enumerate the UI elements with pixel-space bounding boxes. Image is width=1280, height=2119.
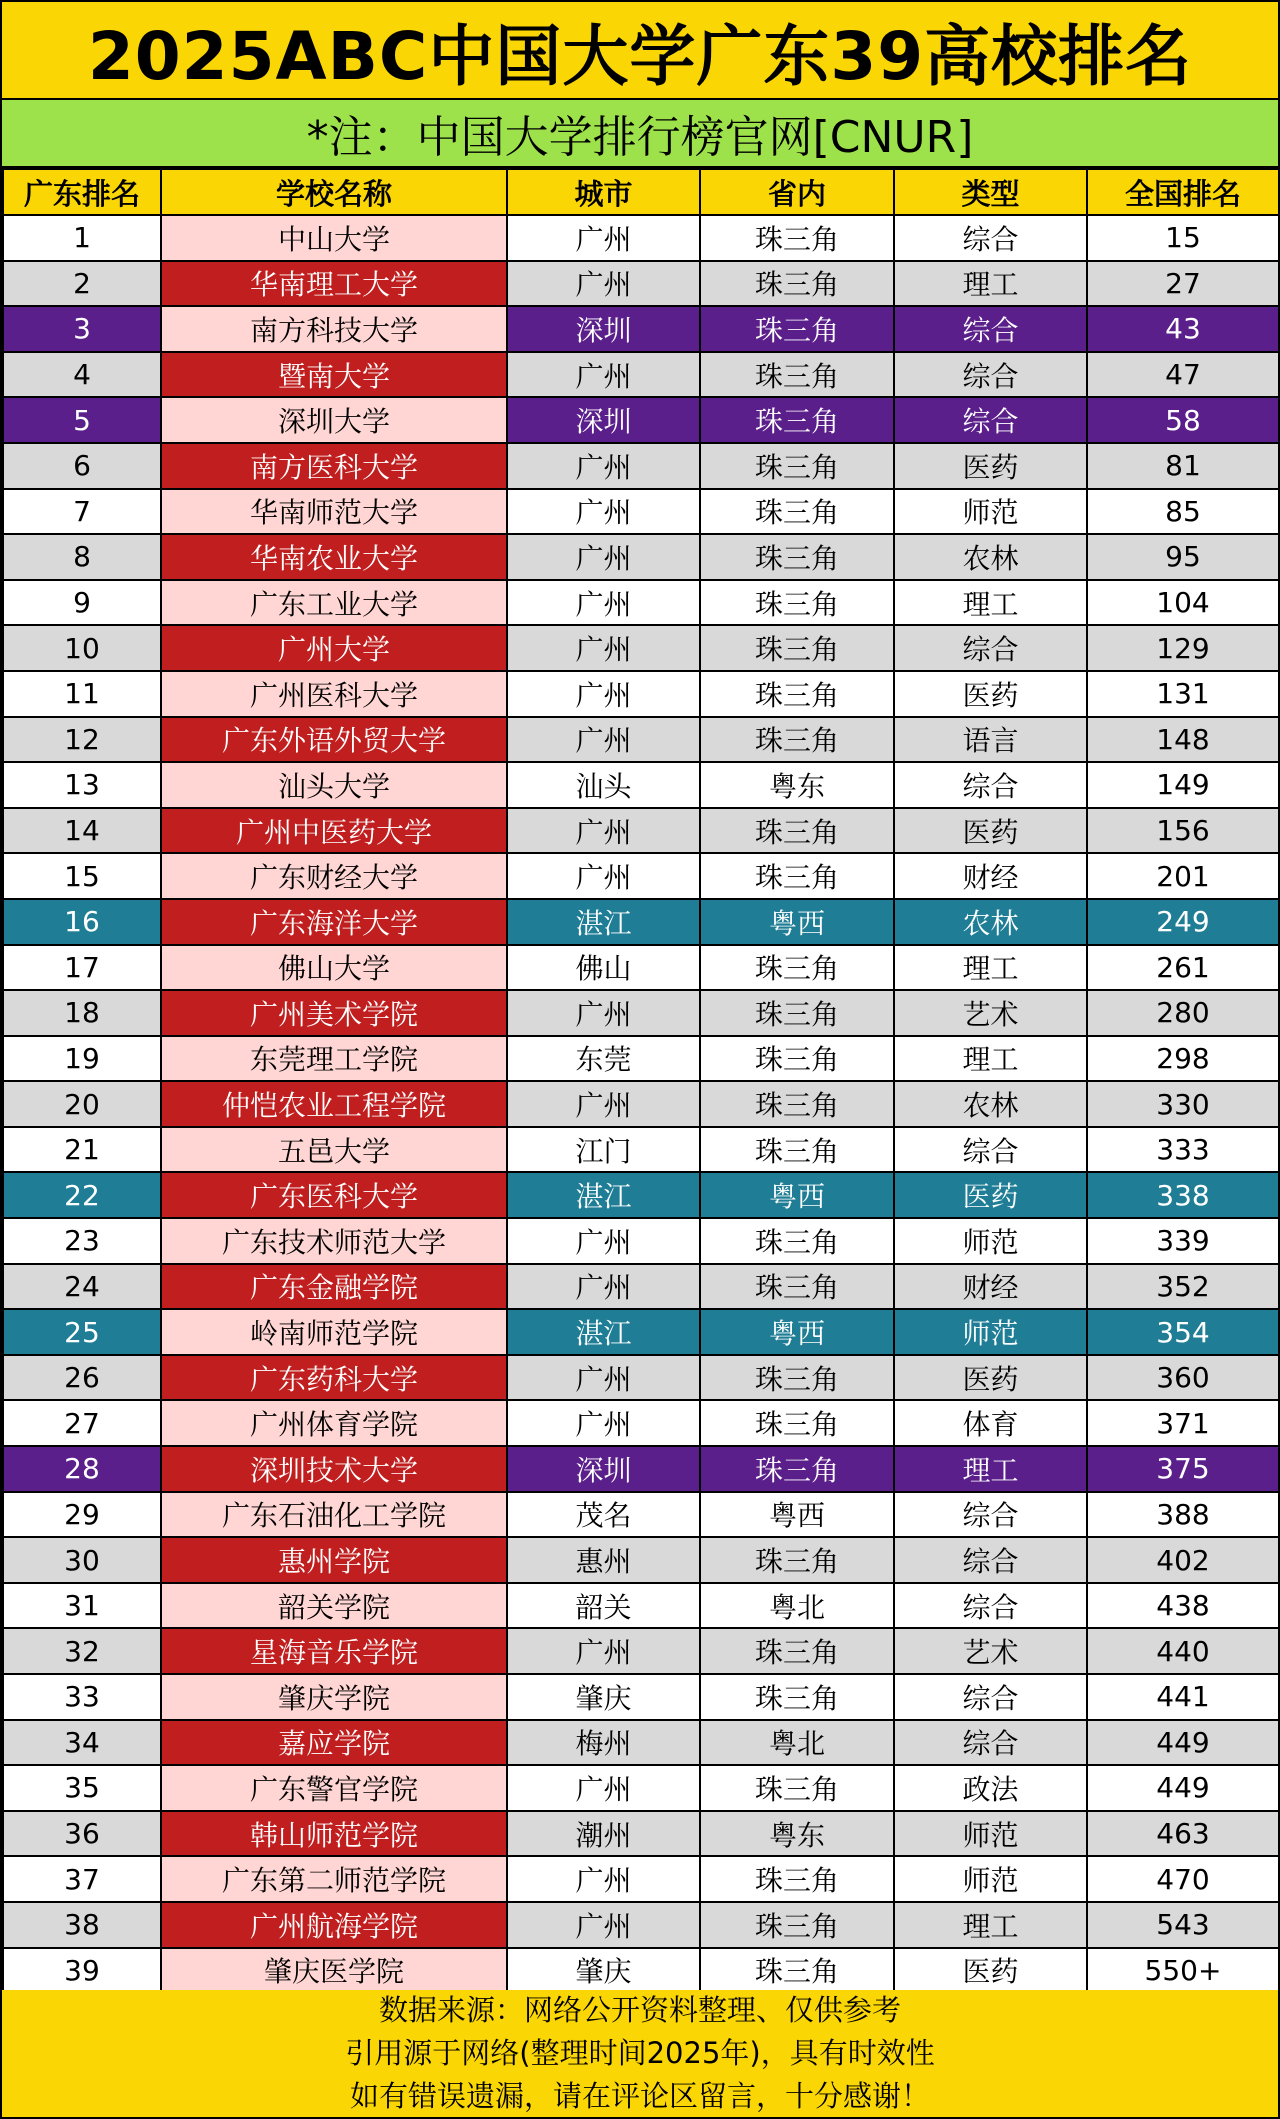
- table-row: [3, 261, 1279, 307]
- city-cell: 江门: [507, 1127, 700, 1173]
- city-cell: 深圳: [507, 397, 700, 443]
- footer: [2, 1990, 1278, 2117]
- table-row: [3, 1309, 1279, 1355]
- type-cell: 综合: [894, 762, 1087, 808]
- column-header-region: 省内: [700, 169, 894, 215]
- city-cell: 佛山: [507, 945, 700, 991]
- gd-rank-cell: 5: [3, 397, 161, 443]
- city-cell: 广州: [507, 580, 700, 626]
- region-cell: 珠三角: [700, 215, 894, 261]
- region-cell: 珠三角: [700, 945, 894, 991]
- national-rank-cell: 43: [1087, 306, 1279, 352]
- region-cell: 珠三角: [700, 352, 894, 398]
- type-cell: 艺术: [894, 990, 1087, 1036]
- type-cell: 综合: [894, 397, 1087, 443]
- national-rank-cell: 131: [1087, 671, 1279, 717]
- national-rank-cell: 371: [1087, 1400, 1279, 1446]
- table-row: [3, 1492, 1279, 1538]
- national-rank-cell: 330: [1087, 1081, 1279, 1127]
- table-row: [3, 808, 1279, 854]
- city-cell: 梅州: [507, 1720, 700, 1766]
- national-rank-cell: 338: [1087, 1172, 1279, 1218]
- gd-rank-cell: 12: [3, 717, 161, 763]
- table-row: [3, 1628, 1279, 1674]
- gd-rank-cell: 30: [3, 1537, 161, 1583]
- gd-rank-cell: 3: [3, 306, 161, 352]
- gd-rank-cell: 38: [3, 1902, 161, 1948]
- national-rank-cell: 261: [1087, 945, 1279, 991]
- gd-rank-cell: 13: [3, 762, 161, 808]
- gd-rank-cell: 9: [3, 580, 161, 626]
- school-name-cell: 广东技术师范大学: [161, 1218, 507, 1264]
- region-cell: 珠三角: [700, 1674, 894, 1720]
- region-cell: 珠三角: [700, 1400, 894, 1446]
- table-row: [3, 1720, 1279, 1766]
- city-cell: 肇庆: [507, 1948, 700, 1994]
- table-row: [3, 1674, 1279, 1720]
- region-cell: 珠三角: [700, 671, 894, 717]
- table-row: [3, 625, 1279, 671]
- national-rank-cell: 354: [1087, 1309, 1279, 1355]
- city-cell: 广州: [507, 990, 700, 1036]
- national-rank-cell: 402: [1087, 1537, 1279, 1583]
- gd-rank-cell: 25: [3, 1309, 161, 1355]
- city-cell: 广州: [507, 1355, 700, 1401]
- gd-rank-cell: 17: [3, 945, 161, 991]
- city-cell: 湛江: [507, 1172, 700, 1218]
- column-header-school-name: 学校名称: [161, 169, 507, 215]
- type-cell: 理工: [894, 1902, 1087, 1948]
- school-name-cell: 嘉应学院: [161, 1720, 507, 1766]
- column-header-national-rank: 全国排名: [1087, 169, 1279, 215]
- school-name-cell: 东莞理工学院: [161, 1036, 507, 1082]
- city-cell: 广州: [507, 215, 700, 261]
- national-rank-cell: 81: [1087, 443, 1279, 489]
- school-name-cell: 广东金融学院: [161, 1264, 507, 1310]
- city-cell: 广州: [507, 853, 700, 899]
- region-cell: 珠三角: [700, 1948, 894, 1994]
- school-name-cell: 深圳大学: [161, 397, 507, 443]
- city-cell: 韶关: [507, 1583, 700, 1629]
- city-cell: 东莞: [507, 1036, 700, 1082]
- school-name-cell: 华南农业大学: [161, 534, 507, 580]
- school-name-cell: 中山大学: [161, 215, 507, 261]
- gd-rank-cell: 27: [3, 1400, 161, 1446]
- table-header-row: [3, 169, 1279, 215]
- national-rank-cell: 441: [1087, 1674, 1279, 1720]
- region-cell: 珠三角: [700, 306, 894, 352]
- table-row: [3, 489, 1279, 535]
- type-cell: 医药: [894, 808, 1087, 854]
- table-row: [3, 671, 1279, 717]
- table-row: [3, 1765, 1279, 1811]
- region-cell: 粤西: [700, 899, 894, 945]
- gd-rank-cell: 10: [3, 625, 161, 671]
- column-header-type: 类型: [894, 169, 1087, 215]
- school-name-cell: 广东工业大学: [161, 580, 507, 626]
- city-cell: 广州: [507, 808, 700, 854]
- table-row: [3, 899, 1279, 945]
- national-rank-cell: 85: [1087, 489, 1279, 535]
- national-rank-cell: 440: [1087, 1628, 1279, 1674]
- type-cell: 综合: [894, 1537, 1087, 1583]
- school-name-cell: 星海音乐学院: [161, 1628, 507, 1674]
- table-row: [3, 717, 1279, 763]
- type-cell: 理工: [894, 261, 1087, 307]
- national-rank-cell: 543: [1087, 1902, 1279, 1948]
- school-name-cell: 广州美术学院: [161, 990, 507, 1036]
- region-cell: 珠三角: [700, 625, 894, 671]
- region-cell: 珠三角: [700, 1902, 894, 1948]
- school-name-cell: 广东药科大学: [161, 1355, 507, 1401]
- type-cell: 医药: [894, 671, 1087, 717]
- city-cell: 潮州: [507, 1811, 700, 1857]
- type-cell: 师范: [894, 489, 1087, 535]
- table-row: [3, 1355, 1279, 1401]
- gd-rank-cell: 11: [3, 671, 161, 717]
- type-cell: 理工: [894, 580, 1087, 626]
- gd-rank-cell: 28: [3, 1446, 161, 1492]
- school-name-cell: 华南师范大学: [161, 489, 507, 535]
- school-name-cell: 广东医科大学: [161, 1172, 507, 1218]
- city-cell: 深圳: [507, 306, 700, 352]
- school-name-cell: 广州大学: [161, 625, 507, 671]
- type-cell: 综合: [894, 1583, 1087, 1629]
- school-name-cell: 深圳技术大学: [161, 1446, 507, 1492]
- region-cell: 珠三角: [700, 1355, 894, 1401]
- table-row: [3, 1537, 1279, 1583]
- school-name-cell: 广东财经大学: [161, 853, 507, 899]
- school-name-cell: 广州体育学院: [161, 1400, 507, 1446]
- city-cell: 广州: [507, 1856, 700, 1902]
- type-cell: 政法: [894, 1765, 1087, 1811]
- footer-line-citation: 引用源于网络(整理时间2025年)，具有时效性: [345, 2036, 935, 2070]
- type-cell: 综合: [894, 1127, 1087, 1173]
- type-cell: 综合: [894, 1492, 1087, 1538]
- type-cell: 医药: [894, 1355, 1087, 1401]
- region-cell: 珠三角: [700, 717, 894, 763]
- region-cell: 珠三角: [700, 1537, 894, 1583]
- school-name-cell: 广东警官学院: [161, 1765, 507, 1811]
- type-cell: 综合: [894, 306, 1087, 352]
- table-row: [3, 1811, 1279, 1857]
- region-cell: 珠三角: [700, 1765, 894, 1811]
- school-name-cell: 南方科技大学: [161, 306, 507, 352]
- school-name-cell: 广州医科大学: [161, 671, 507, 717]
- national-rank-cell: 129: [1087, 625, 1279, 671]
- table-row: [3, 990, 1279, 1036]
- table-row: [3, 1218, 1279, 1264]
- national-rank-cell: 280: [1087, 990, 1279, 1036]
- city-cell: 茂名: [507, 1492, 700, 1538]
- gd-rank-cell: 33: [3, 1674, 161, 1720]
- type-cell: 师范: [894, 1856, 1087, 1902]
- table-row: [3, 1264, 1279, 1310]
- table-row: [3, 762, 1279, 808]
- city-cell: 广州: [507, 1765, 700, 1811]
- gd-rank-cell: 8: [3, 534, 161, 580]
- region-cell: 珠三角: [700, 1446, 894, 1492]
- footer-line-feedback: 如有错误遗漏，请在评论区留言，十分感谢！: [349, 2079, 930, 2113]
- type-cell: 医药: [894, 443, 1087, 489]
- type-cell: 综合: [894, 1674, 1087, 1720]
- city-cell: 肇庆: [507, 1674, 700, 1720]
- gd-rank-cell: 6: [3, 443, 161, 489]
- table-row: [3, 1400, 1279, 1446]
- gd-rank-cell: 26: [3, 1355, 161, 1401]
- gd-rank-cell: 32: [3, 1628, 161, 1674]
- gd-rank-cell: 15: [3, 853, 161, 899]
- table-row: [3, 352, 1279, 398]
- gd-rank-cell: 21: [3, 1127, 161, 1173]
- table-row: [3, 1856, 1279, 1902]
- table-row: [3, 215, 1279, 261]
- type-cell: 综合: [894, 352, 1087, 398]
- national-rank-cell: 388: [1087, 1492, 1279, 1538]
- school-name-cell: 韶关学院: [161, 1583, 507, 1629]
- type-cell: 艺术: [894, 1628, 1087, 1674]
- region-cell: 粤西: [700, 1492, 894, 1538]
- gd-rank-cell: 23: [3, 1218, 161, 1264]
- school-name-cell: 广东外语外贸大学: [161, 717, 507, 763]
- type-cell: 医药: [894, 1948, 1087, 1994]
- national-rank-cell: 149: [1087, 762, 1279, 808]
- city-cell: 惠州: [507, 1537, 700, 1583]
- city-cell: 广州: [507, 671, 700, 717]
- column-header-city: 城市: [507, 169, 700, 215]
- gd-rank-cell: 1: [3, 215, 161, 261]
- region-cell: 粤东: [700, 1811, 894, 1857]
- national-rank-cell: 156: [1087, 808, 1279, 854]
- school-name-cell: 暨南大学: [161, 352, 507, 398]
- region-cell: 粤北: [700, 1720, 894, 1766]
- type-cell: 综合: [894, 625, 1087, 671]
- region-cell: 珠三角: [700, 489, 894, 535]
- region-cell: 粤东: [700, 762, 894, 808]
- type-cell: 师范: [894, 1811, 1087, 1857]
- national-rank-cell: 463: [1087, 1811, 1279, 1857]
- school-name-cell: 华南理工大学: [161, 261, 507, 307]
- table-row: [3, 1036, 1279, 1082]
- region-cell: 珠三角: [700, 1856, 894, 1902]
- region-cell: 珠三角: [700, 534, 894, 580]
- national-rank-cell: 449: [1087, 1720, 1279, 1766]
- national-rank-cell: 339: [1087, 1218, 1279, 1264]
- gd-rank-cell: 4: [3, 352, 161, 398]
- school-name-cell: 佛山大学: [161, 945, 507, 991]
- school-name-cell: 惠州学院: [161, 1537, 507, 1583]
- table-row: [3, 306, 1279, 352]
- city-cell: 广州: [507, 489, 700, 535]
- national-rank-cell: 352: [1087, 1264, 1279, 1310]
- region-cell: 珠三角: [700, 443, 894, 489]
- table-row: [3, 945, 1279, 991]
- school-name-cell: 广东第二师范学院: [161, 1856, 507, 1902]
- table-row: [3, 397, 1279, 443]
- city-cell: 广州: [507, 352, 700, 398]
- type-cell: 理工: [894, 1446, 1087, 1492]
- table-row: [3, 1127, 1279, 1173]
- table-row: [3, 1902, 1279, 1948]
- column-header-gd-rank: 广东排名: [3, 169, 161, 215]
- city-cell: 广州: [507, 717, 700, 763]
- footer-line-source: 数据来源：网络公开资料整理、仅供参考: [378, 1993, 901, 2027]
- region-cell: 珠三角: [700, 1264, 894, 1310]
- table-row: [3, 1948, 1279, 1994]
- city-cell: 广州: [507, 261, 700, 307]
- type-cell: 农林: [894, 1081, 1087, 1127]
- type-cell: 理工: [894, 1036, 1087, 1082]
- region-cell: 珠三角: [700, 990, 894, 1036]
- city-cell: 广州: [507, 1902, 700, 1948]
- national-rank-cell: 449: [1087, 1765, 1279, 1811]
- type-cell: 财经: [894, 853, 1087, 899]
- type-cell: 综合: [894, 215, 1087, 261]
- national-rank-cell: 104: [1087, 580, 1279, 626]
- gd-rank-cell: 36: [3, 1811, 161, 1857]
- school-name-cell: 肇庆学院: [161, 1674, 507, 1720]
- city-cell: 湛江: [507, 899, 700, 945]
- table-row: [3, 580, 1279, 626]
- region-cell: 珠三角: [700, 1036, 894, 1082]
- city-cell: 广州: [507, 1264, 700, 1310]
- gd-rank-cell: 2: [3, 261, 161, 307]
- gd-rank-cell: 37: [3, 1856, 161, 1902]
- school-name-cell: 岭南师范学院: [161, 1309, 507, 1355]
- city-cell: 广州: [507, 443, 700, 489]
- table-body: [3, 215, 1279, 1993]
- table-row: [3, 853, 1279, 899]
- region-cell: 珠三角: [700, 1127, 894, 1173]
- national-rank-cell: 249: [1087, 899, 1279, 945]
- type-cell: 农林: [894, 899, 1087, 945]
- city-cell: 汕头: [507, 762, 700, 808]
- type-cell: 农林: [894, 534, 1087, 580]
- national-rank-cell: 438: [1087, 1583, 1279, 1629]
- national-rank-cell: 333: [1087, 1127, 1279, 1173]
- ranking-table: [2, 168, 1280, 1994]
- school-name-cell: 仲恺农业工程学院: [161, 1081, 507, 1127]
- gd-rank-cell: 20: [3, 1081, 161, 1127]
- type-cell: 理工: [894, 945, 1087, 991]
- gd-rank-cell: 18: [3, 990, 161, 1036]
- region-cell: 珠三角: [700, 261, 894, 307]
- city-cell: 广州: [507, 625, 700, 671]
- type-cell: 医药: [894, 1172, 1087, 1218]
- national-rank-cell: 360: [1087, 1355, 1279, 1401]
- gd-rank-cell: 29: [3, 1492, 161, 1538]
- type-cell: 体育: [894, 1400, 1087, 1446]
- school-name-cell: 汕头大学: [161, 762, 507, 808]
- national-rank-cell: 27: [1087, 261, 1279, 307]
- type-cell: 师范: [894, 1309, 1087, 1355]
- national-rank-cell: 47: [1087, 352, 1279, 398]
- type-cell: 师范: [894, 1218, 1087, 1264]
- region-cell: 粤北: [700, 1583, 894, 1629]
- region-cell: 珠三角: [700, 1628, 894, 1674]
- gd-rank-cell: 7: [3, 489, 161, 535]
- type-cell: 综合: [894, 1720, 1087, 1766]
- region-cell: 珠三角: [700, 1218, 894, 1264]
- table-row: [3, 1583, 1279, 1629]
- gd-rank-cell: 14: [3, 808, 161, 854]
- region-cell: 珠三角: [700, 580, 894, 626]
- national-rank-cell: 148: [1087, 717, 1279, 763]
- national-rank-cell: 375: [1087, 1446, 1279, 1492]
- region-cell: 珠三角: [700, 1081, 894, 1127]
- gd-rank-cell: 34: [3, 1720, 161, 1766]
- school-name-cell: 广州中医药大学: [161, 808, 507, 854]
- region-cell: 粤西: [700, 1172, 894, 1218]
- national-rank-cell: 58: [1087, 397, 1279, 443]
- table-row: [3, 1446, 1279, 1492]
- city-cell: 广州: [507, 1218, 700, 1264]
- gd-rank-cell: 35: [3, 1765, 161, 1811]
- gd-rank-cell: 31: [3, 1583, 161, 1629]
- region-cell: 珠三角: [700, 808, 894, 854]
- city-cell: 湛江: [507, 1309, 700, 1355]
- school-name-cell: 广东石油化工学院: [161, 1492, 507, 1538]
- city-cell: 广州: [507, 1400, 700, 1446]
- gd-rank-cell: 16: [3, 899, 161, 945]
- gd-rank-cell: 24: [3, 1264, 161, 1310]
- school-name-cell: 广州航海学院: [161, 1902, 507, 1948]
- city-cell: 广州: [507, 1081, 700, 1127]
- table-row: [3, 1172, 1279, 1218]
- city-cell: 广州: [507, 534, 700, 580]
- school-name-cell: 广东海洋大学: [161, 899, 507, 945]
- school-name-cell: 肇庆医学院: [161, 1948, 507, 1994]
- school-name-cell: 韩山师范学院: [161, 1811, 507, 1857]
- type-cell: 财经: [894, 1264, 1087, 1310]
- gd-rank-cell: 22: [3, 1172, 161, 1218]
- gd-rank-cell: 39: [3, 1948, 161, 1994]
- school-name-cell: 五邑大学: [161, 1127, 507, 1173]
- region-cell: 珠三角: [700, 397, 894, 443]
- city-cell: 深圳: [507, 1446, 700, 1492]
- table-row: [3, 1081, 1279, 1127]
- table-row: [3, 534, 1279, 580]
- type-cell: 语言: [894, 717, 1087, 763]
- region-cell: 粤西: [700, 1309, 894, 1355]
- national-rank-cell: 298: [1087, 1036, 1279, 1082]
- national-rank-cell: 201: [1087, 853, 1279, 899]
- source-note: *注：中国大学排行榜官网[CNUR]: [2, 100, 1278, 168]
- school-name-cell: 南方医科大学: [161, 443, 507, 489]
- national-rank-cell: 15: [1087, 215, 1279, 261]
- national-rank-cell: 95: [1087, 534, 1279, 580]
- national-rank-cell: 550+: [1087, 1948, 1279, 1994]
- table-row: [3, 443, 1279, 489]
- page-title: 2025ABC中国大学广东39高校排名: [2, 2, 1278, 100]
- national-rank-cell: 470: [1087, 1856, 1279, 1902]
- gd-rank-cell: 19: [3, 1036, 161, 1082]
- region-cell: 珠三角: [700, 853, 894, 899]
- city-cell: 广州: [507, 1628, 700, 1674]
